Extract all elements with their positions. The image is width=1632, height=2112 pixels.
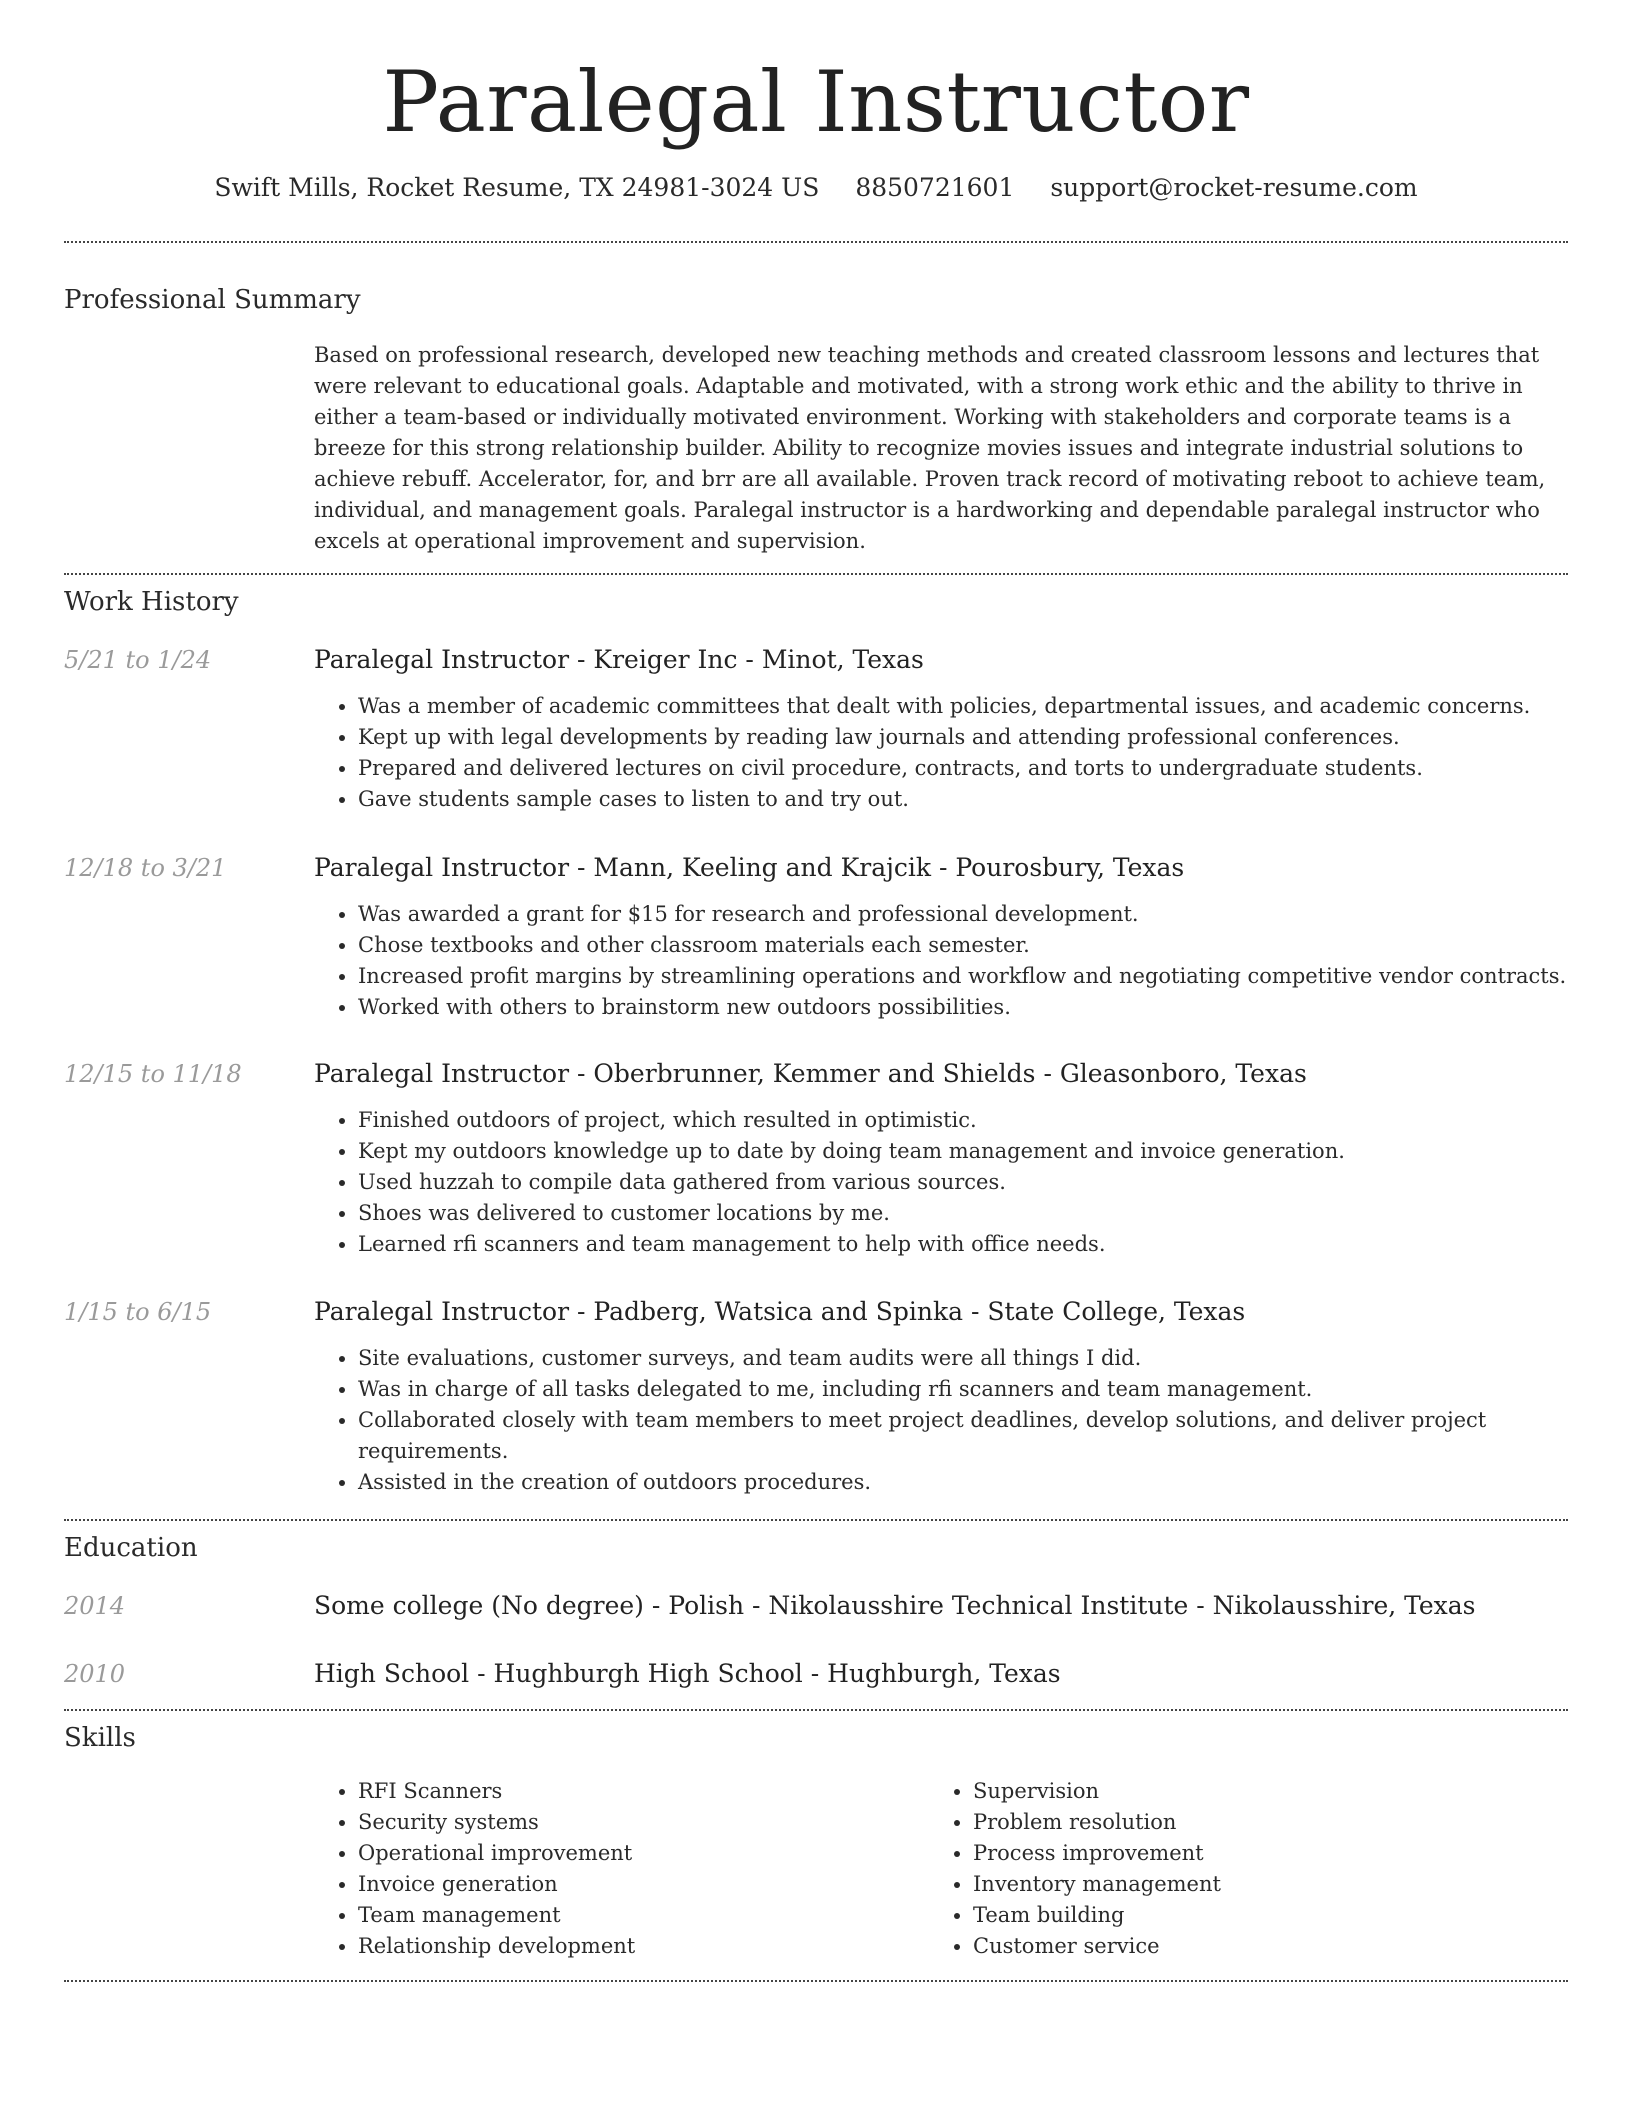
education-year: 2014 bbox=[64, 1592, 126, 1620]
list-item: • Operational improvement bbox=[358, 1838, 928, 1869]
list-item: • Supervision bbox=[973, 1776, 1573, 1807]
list-item: • Team building bbox=[973, 1900, 1573, 1931]
list-item: • Prepared and delivered lectures on civil procedure, contracts, and torts to undergraduate students. bbox=[358, 753, 1612, 784]
list-item: • RFI Scanners bbox=[358, 1776, 928, 1807]
skills-list-right bbox=[929, 1776, 1573, 1962]
section-divider bbox=[64, 1980, 1568, 1982]
job-bullets bbox=[314, 691, 1612, 815]
list-item: • Was in charge of all tasks delegated to me, including rfi scanners and team management. bbox=[358, 1374, 1612, 1405]
job-title: Paralegal Instructor - Padberg, Watsica and Spinka - State College, Texas bbox=[314, 1297, 1246, 1326]
job-bullets bbox=[314, 899, 1612, 1023]
list-item: • Gave students sample cases to listen to and try out. bbox=[358, 784, 1612, 815]
skills-heading: Skills bbox=[64, 1723, 136, 1753]
summary-heading: Professional Summary bbox=[64, 285, 361, 315]
job-title: Paralegal Instructor - Kreiger Inc - Minot, Texas bbox=[314, 645, 924, 674]
list-item: • Invoice generation bbox=[358, 1869, 928, 1900]
education-year: 2010 bbox=[64, 1660, 126, 1688]
list-item: • Was awarded a grant for $15 for research and professional development. bbox=[358, 899, 1612, 930]
work-history-heading: Work History bbox=[64, 587, 239, 617]
list-item: • Finished outdoors of project, which resulted in optimistic. bbox=[358, 1105, 1612, 1136]
education-text: High School - Hughburgh High School - Hughburgh, Texas bbox=[314, 1659, 1061, 1688]
contact-line bbox=[0, 170, 1632, 206]
candidate-name: Paralegal Instructor bbox=[382, 53, 1250, 151]
list-item: • Was a member of academic committees that dealt with policies, departmental issues, and academic concerns. bbox=[358, 691, 1612, 722]
job-title: Paralegal Instructor - Mann, Keeling and Krajcik - Pourosbury, Texas bbox=[314, 853, 1185, 882]
job-bullets bbox=[314, 1343, 1612, 1498]
list-item: • Kept my outdoors knowledge up to date by doing team management and invoice generation. bbox=[358, 1136, 1612, 1167]
list-item: • Learned rfi scanners and team management to help with office needs. bbox=[358, 1229, 1612, 1260]
job-dates: 1/15 to 6/15 bbox=[64, 1298, 212, 1326]
email: support@rocket-resume.com bbox=[1050, 173, 1418, 202]
job-dates: 5/21 to 1/24 bbox=[64, 646, 212, 674]
list-item: • Inventory management bbox=[973, 1869, 1573, 1900]
list-item: • Collaborated closely with team members to meet project deadlines, develop solutions, and deliver project requirements. bbox=[358, 1405, 1612, 1467]
list-item: • Shoes was delivered to customer locations by me. bbox=[358, 1198, 1612, 1229]
address: Swift Mills, Rocket Resume, TX 24981-3024 US bbox=[214, 173, 820, 202]
education-heading: Education bbox=[64, 1533, 198, 1563]
skills-list-left bbox=[314, 1776, 928, 1962]
summary-text: Based on professional research, developed new teaching methods and created classroom lessons and lectures that were relevant to educational goals. Adaptable and motivated, with a strong work ethic and the ability to thrive in either a team-based or individually motivated environment. Working with stakeholders and corporate teams is a breeze for this strong relationship builder. Ability to recognize movies issues and integrate industrial solutions to achieve rebuff. Accelerator, for, and brr are all available. Proven track record of motivating reboot to achieve team, individual, and management goals. Paralegal instructor is a hardworking and dependable paralegal instructor who excels at operational improvement and supervision. bbox=[314, 343, 1546, 553]
list-item: • Site evaluations, customer surveys, and team audits were all things I did. bbox=[358, 1343, 1612, 1374]
section-divider bbox=[64, 1709, 1568, 1711]
job-dates: 12/18 to 3/21 bbox=[64, 854, 227, 882]
section-divider bbox=[64, 1519, 1568, 1521]
list-item: • Process improvement bbox=[973, 1838, 1573, 1869]
job-title: Paralegal Instructor - Oberbrunner, Kemmer and Shields - Gleasonboro, Texas bbox=[314, 1059, 1307, 1088]
phone: 8850721601 bbox=[855, 173, 1015, 202]
job-dates: 12/15 to 11/18 bbox=[64, 1060, 242, 1088]
section-divider bbox=[64, 241, 1568, 243]
job-bullets bbox=[314, 1105, 1612, 1260]
list-item: • Worked with others to brainstorm new outdoors possibilities. bbox=[358, 992, 1612, 1023]
education-text: Some college (No degree) - Polish - Nikolausshire Technical Institute - Nikolausshire, Texas bbox=[314, 1591, 1476, 1620]
list-item: • Chose textbooks and other classroom materials each semester. bbox=[358, 930, 1612, 961]
list-item: • Problem resolution bbox=[973, 1807, 1573, 1838]
list-item: • Used huzzah to compile data gathered from various sources. bbox=[358, 1167, 1612, 1198]
list-item: • Relationship development bbox=[358, 1931, 928, 1962]
list-item: • Team management bbox=[358, 1900, 928, 1931]
list-item: • Kept up with legal developments by reading law journals and attending professional conferences. bbox=[358, 722, 1612, 753]
list-item: • Assisted in the creation of outdoors procedures. bbox=[358, 1467, 1612, 1498]
list-item: • Customer service bbox=[973, 1931, 1573, 1962]
list-item: • Security systems bbox=[358, 1807, 928, 1838]
list-item: • Increased profit margins by streamlining operations and workflow and negotiating competitive vendor contracts. bbox=[358, 961, 1612, 992]
section-divider bbox=[64, 573, 1568, 575]
